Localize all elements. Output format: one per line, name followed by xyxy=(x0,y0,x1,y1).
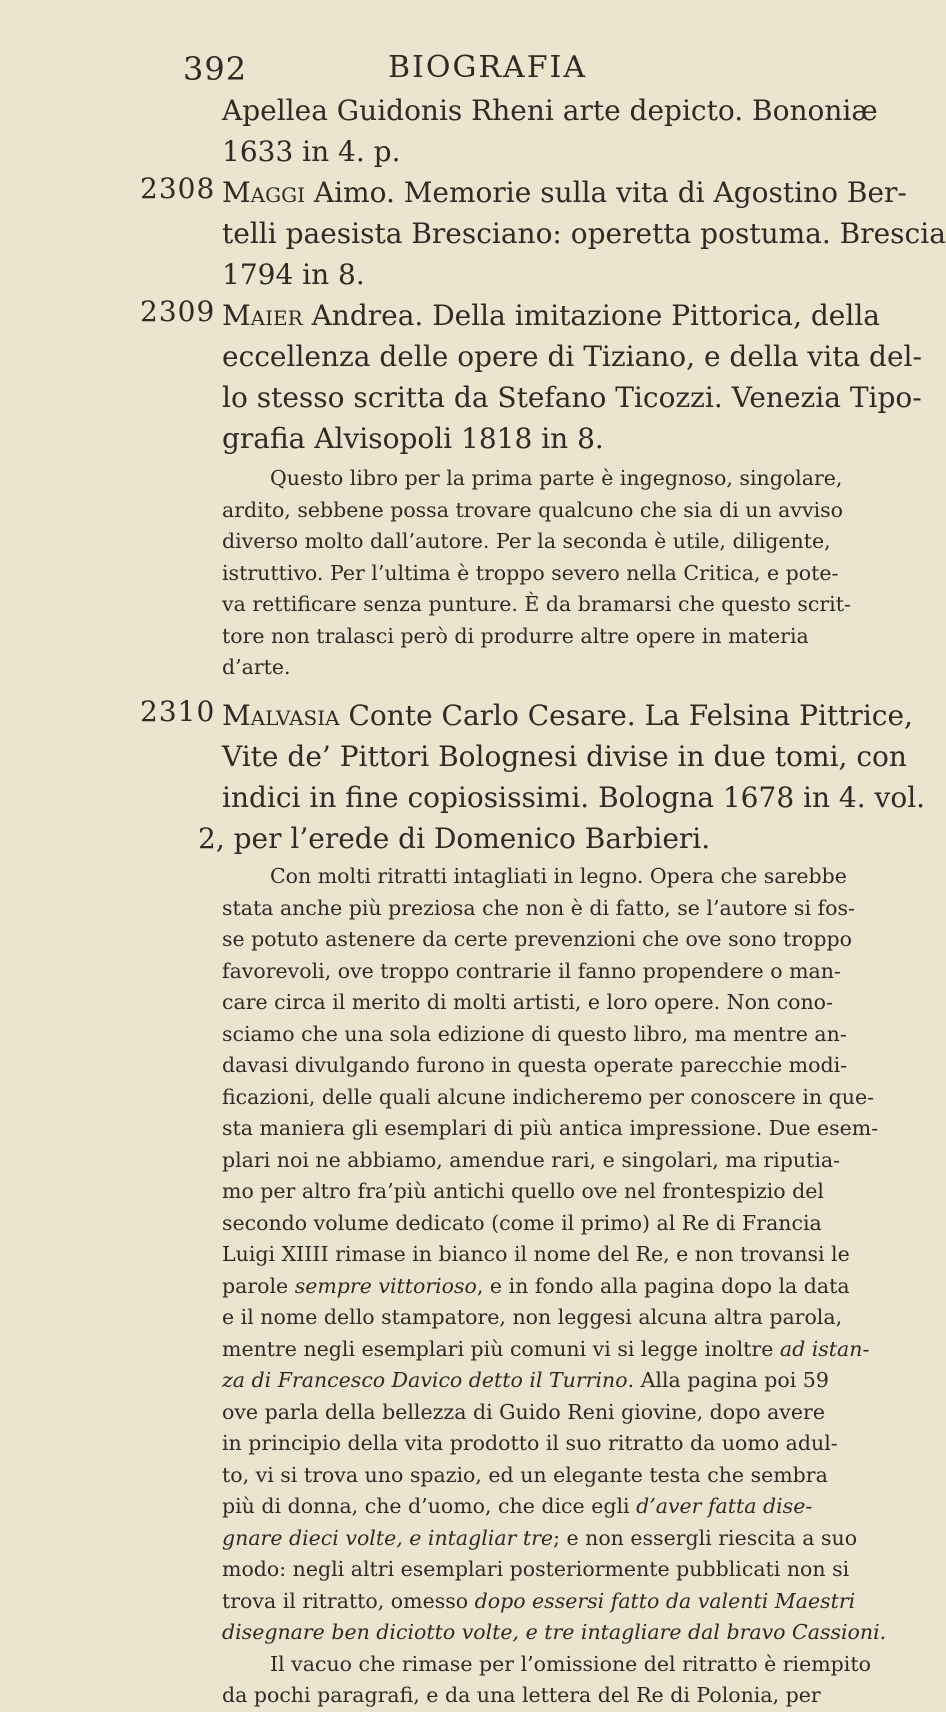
text-line: telli paesista Bresciano: operetta postuma. Brescia xyxy=(222,217,946,250)
entry-number: 2308 xyxy=(140,172,216,205)
comment-line: gnare dieci volte, e intagliar tre; e non essergli riescita a suo xyxy=(222,1525,858,1550)
comment-line: stata anche più preziosa che non è di fatto, se l’autore si fos- xyxy=(222,895,855,920)
italic-text: sempre vittorioso xyxy=(294,1273,477,1298)
italic-text: dopo essersi fatto da valenti Maestri xyxy=(474,1588,856,1613)
comment-line: ove parla della bellezza di Guido Reni giovine, dopo avere xyxy=(222,1399,825,1424)
comment-line: sciamo che una sola edizione di questo libro, ma mentre an- xyxy=(222,1021,847,1046)
comment-line: care circa il merito di molti artisti, e loro opere. Non cono- xyxy=(222,990,833,1014)
entry-2309-comment xyxy=(222,463,851,684)
entry-2310 xyxy=(198,695,926,859)
text-line: grafia Alvisopoli 1818 in 8. xyxy=(222,422,604,455)
running-title: BIOGRAFIA xyxy=(388,50,588,85)
text-line: indici in fine copiosissimi. Bologna 1678 in 4. vol. xyxy=(222,781,926,814)
entry-number: 2309 xyxy=(140,295,216,328)
comment-line: in principio della vita prodotto il suo ritratto da uomo adul- xyxy=(222,1431,838,1455)
italic-text: d’aver fatta dise- xyxy=(636,1494,813,1518)
entry-author: Maggi xyxy=(222,176,305,209)
comment-line: parole sempre vittorioso, e in fondo alla pagina dopo la data xyxy=(222,1273,850,1298)
page-number: 392 xyxy=(183,50,248,88)
comment-line: secondo volume dedicato (come il primo) al Re di Francia xyxy=(222,1210,822,1235)
comment-line: d’arte. xyxy=(222,655,291,679)
comment-line: più di donna, che d’uomo, che dice egli d’aver fatta dise- xyxy=(222,1494,813,1518)
comment-line: istruttivo. Per l’ultima è troppo severo nella Critica, e pote- xyxy=(222,560,839,585)
comment-line: tore non tralasci però di produrre altre opere in materia xyxy=(222,623,809,648)
comment-line: ardito, sebbene possa trovare qualcuno che sia di un avviso xyxy=(222,497,843,522)
comment-line xyxy=(222,1617,887,1649)
entry-2310-comment xyxy=(222,861,887,1712)
text-line: 1633 in 4. p. xyxy=(222,135,401,168)
comment-line: Il vacuo che rimase per l’omissione del ritratto è riempito xyxy=(270,1651,871,1676)
text-line: Vite de’ Pittori Bolognesi divise in due tomi, con xyxy=(222,740,907,773)
entry-number: 2310 xyxy=(140,695,216,728)
comment-line: mo per altro fra’più antichi quello ove nel frontespizio del xyxy=(222,1179,824,1203)
comment-line: ficazioni, delle quali alcune indicheremo per conoscere in que- xyxy=(222,1084,875,1109)
continuation-text xyxy=(222,90,878,172)
comment-line: za di Francesco Davico detto il Turrino. Alla pagina poi 59 xyxy=(222,1368,829,1392)
comment-line: modo: negli altri esemplari posteriormente pubblicati non si xyxy=(222,1557,850,1581)
text-line: eccellenza delle opere di Tiziano, e della vita del- xyxy=(222,340,922,373)
comment-line: va rettificare senza punture. È da bramarsi che questo scrit- xyxy=(222,592,851,616)
text-line: lo stesso scritta da Stefano Ticozzi. Venezia Tipo- xyxy=(222,381,922,414)
italic-text: gnare dieci volte, e intagliar tre xyxy=(222,1525,554,1550)
comment-line: davasi divulgando furono in questa operate parecchie modi- xyxy=(222,1053,848,1077)
text-line: Aimo. Memorie sulla vita di Agostino Ber- xyxy=(304,176,907,209)
comment-line: sta maniera gli esemplari di più antica impressione. Due esem- xyxy=(222,1116,879,1140)
text-line: 1794 in 8. xyxy=(222,258,365,291)
entry-2308 xyxy=(222,172,946,295)
text-line: Andrea. Della imitazione Pittorica, della xyxy=(302,299,880,332)
italic-text: disegnare ben diciotto volte, e tre intagliare dal bravo Cassioni. xyxy=(222,1620,887,1644)
comment-line: e il nome dello stampatore, non leggesi alcuna altra parola, xyxy=(222,1305,843,1329)
comment-line: Luigi XIIII rimase in bianco il nome del Re, e non trovansi le xyxy=(222,1242,850,1266)
comment-line: da pochi paragrafi, e da una lettera del Re di Polonia, per xyxy=(222,1683,821,1707)
text-line: Conte Carlo Cesare. La Felsina Pittrice, xyxy=(339,699,913,732)
italic-text: ad istan- xyxy=(779,1336,870,1361)
text-line: 2, per l’erede di Domenico Barbieri. xyxy=(198,822,711,855)
comment-line: favorevoli, ove troppo contrarie il fanno propendere o man- xyxy=(222,958,841,983)
comment-line: Questo libro per la prima parte è ingegnoso, singolare, xyxy=(270,466,843,490)
comment-line: to, vi si trova uno spazio, ed un elegante testa che sembra xyxy=(222,1462,828,1487)
entry-author: Malvasia xyxy=(222,699,340,732)
comment-line: trova il ritratto, omesso dopo essersi fatto da valenti Maestri xyxy=(222,1588,856,1613)
entry-2309 xyxy=(222,295,922,459)
comment-line: Con molti ritratti intagliati in legno. Opera che sarebbe xyxy=(270,864,847,888)
comment-line: se potuto astenere da certe prevenzioni che ove sono troppo xyxy=(222,927,852,951)
comment-line: diverso molto dall’autore. Per la seconda è utile, diligente, xyxy=(222,529,831,553)
page-header xyxy=(0,50,800,90)
comment-line: mentre negli esemplari più comuni vi si legge inoltre ad istan- xyxy=(222,1336,870,1361)
entry-author: Maier xyxy=(222,299,303,332)
text-line: Apellea Guidonis Rheni arte depicto. Bononiæ xyxy=(222,94,878,127)
comment-line: plari noi ne abbiamo, amendue rari, e singolari, ma riputia- xyxy=(222,1147,841,1172)
italic-text: za di Francesco Davico detto il Turrino xyxy=(222,1368,628,1392)
